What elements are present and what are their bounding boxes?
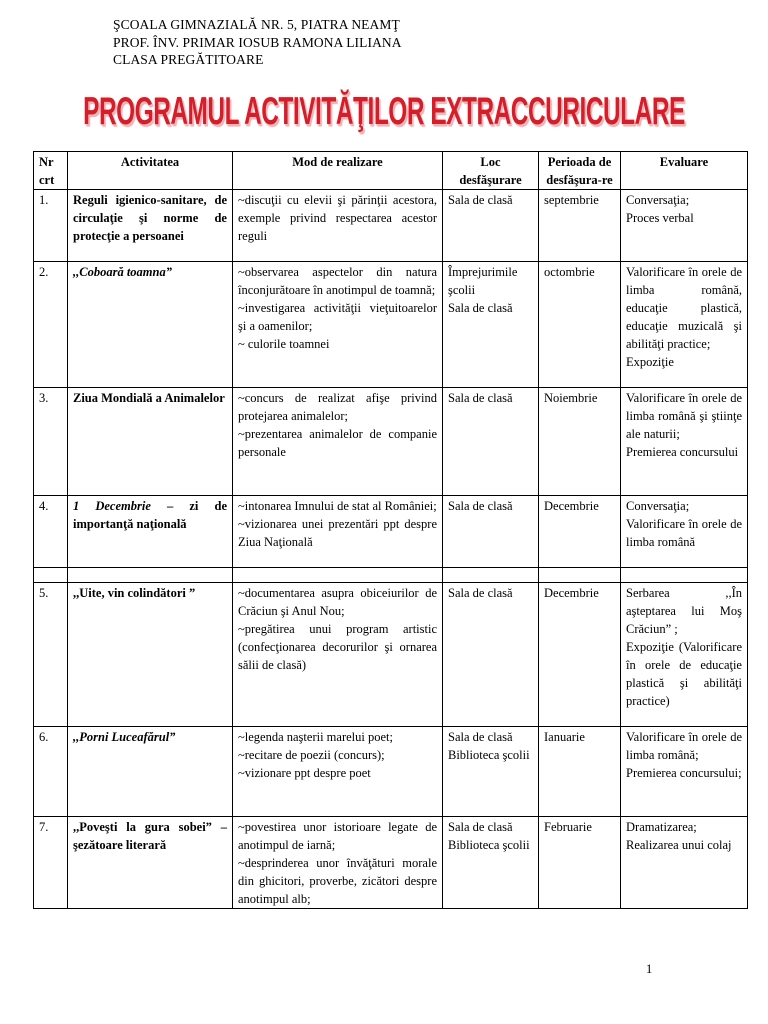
- header-evaluation: Evaluare: [621, 152, 748, 190]
- empty-cell: [539, 568, 621, 583]
- activity-italic-date: 1 Decembrie: [73, 499, 151, 513]
- row-activity: Reguli igienico-sanitare, de circulaţie şi norme de protecţie a persoanei: [68, 190, 233, 262]
- row-location: Sala de clasă: [443, 388, 539, 496]
- row-period: septembrie: [539, 190, 621, 262]
- row-nr: 2.: [34, 262, 68, 388]
- teacher-name: PROF. ÎNV. PRIMAR IOSUB RAMONA LILIANA: [113, 34, 402, 50]
- table-row: [34, 388, 748, 496]
- row-activity: ,,Poveşti la gura sobei” – şezătoare literară: [68, 817, 233, 909]
- row-evaluation: Valorificare în orele de limba română, educaţie plastică, educaţie muzicală şi abilităţi practice; Expoziţie: [621, 262, 748, 388]
- table-row: [34, 583, 748, 727]
- document-title: PROGRAMUL ACTIVITĂŢILOR EXTRACCURICULARE: [83, 90, 685, 134]
- activity-italic-title: ,,Coboară toamna”: [73, 265, 172, 279]
- row-activity: ,,Uite, vin colindători ”: [68, 583, 233, 727]
- row-nr: 4.: [34, 496, 68, 568]
- empty-cell: [233, 568, 443, 583]
- row-nr: 5.: [34, 583, 68, 727]
- row-activity: [68, 727, 233, 817]
- row-location: Sala de clasă: [443, 496, 539, 568]
- row-evaluation: Valorificare în orele de limba română şi ştiinţe ale naturii; Premierea concursului: [621, 388, 748, 496]
- row-activity: [68, 262, 233, 388]
- row-evaluation: Conversaţia; Valorificare în orele de limba română: [621, 496, 748, 568]
- row-nr: 1.: [34, 190, 68, 262]
- row-method: ~intonarea Imnului de stat al României; ~vizionarea unei prezentări ppt despre Ziua Naţională: [233, 496, 443, 568]
- row-location: Împrejurimile şcolii Sala de clasă: [443, 262, 539, 388]
- header-method: Mod de realizare: [233, 152, 443, 190]
- row-location: Sala de clasă Biblioteca şcolii: [443, 727, 539, 817]
- row-period: Februarie: [539, 817, 621, 909]
- row-method: ~documentarea asupra obiceiurilor de Crăciun şi Anul Nou; ~pregătirea unui program artistic (confecţionarea decorurilor şi ornarea sălii de clasă): [233, 583, 443, 727]
- row-location: Sala de clasă: [443, 190, 539, 262]
- row-method: ~observarea aspectelor din natura înconjurătoare în anotimpul de toamnă; ~investigarea activităţii vieţuitoarelor şi a oamenilor; ~ culorile toamnei: [233, 262, 443, 388]
- row-activity: [68, 496, 233, 568]
- empty-row: [34, 568, 748, 583]
- row-period: Noiembrie: [539, 388, 621, 496]
- activity-italic-title: ,,Porni Luceafărul”: [73, 730, 176, 744]
- table-row: [34, 190, 748, 262]
- empty-cell: [621, 568, 748, 583]
- table-header-row: [34, 152, 748, 190]
- row-evaluation: Serbarea ,,În aşteptarea lui Moş Crăciun” ; Expoziţie (Valorificare în orele de educaţie plastică şi abilităţi practice): [621, 583, 748, 727]
- row-evaluation: Conversaţia; Proces verbal: [621, 190, 748, 262]
- row-period: Decembrie: [539, 496, 621, 568]
- table-row: [34, 727, 748, 817]
- row-period: Ianuarie: [539, 727, 621, 817]
- empty-cell: [68, 568, 233, 583]
- table-row: [34, 262, 748, 388]
- row-method: ~concurs de realizat afişe privind protejarea animalelor; ~prezentarea animalelor de companie personale: [233, 388, 443, 496]
- empty-cell: [34, 568, 68, 583]
- row-evaluation: Dramatizarea; Realizarea unui colaj: [621, 817, 748, 909]
- header-location: Loc desfăşurare: [443, 152, 539, 190]
- header-activity: Activitatea: [68, 152, 233, 190]
- document-header: [113, 16, 402, 69]
- row-period: Decembrie: [539, 583, 621, 727]
- header-period: Perioada de desfăşura-re: [539, 152, 621, 190]
- row-location: Sala de clasă Biblioteca şcolii: [443, 817, 539, 909]
- activities-table: [33, 151, 748, 909]
- header-nr: Nr crt: [34, 152, 68, 190]
- row-method: ~povestirea unor istorioare legate de anotimpul de iarnă; ~desprinderea unor învăţături morale din ghicitori, proverbe, zicători despre anotimpul alb;: [233, 817, 443, 909]
- class-name: CLASA PREGĂTITOARE: [113, 52, 264, 67]
- row-location: Sala de clasă: [443, 583, 539, 727]
- row-activity: Ziua Mondială a Animalelor: [68, 388, 233, 496]
- row-nr: 7.: [34, 817, 68, 909]
- row-method: ~legenda naşterii marelui poet; ~recitare de poezii (concurs); ~vizionare ppt despre poet: [233, 727, 443, 817]
- row-nr: 3.: [34, 388, 68, 496]
- row-period: octombrie: [539, 262, 621, 388]
- empty-cell: [443, 568, 539, 583]
- row-evaluation: Valorificare în orele de limba română; Premierea concursului;: [621, 727, 748, 817]
- table-row: [34, 496, 748, 568]
- table-row: [34, 817, 748, 909]
- row-method: ~discuţii cu elevii şi părinţii acestora, exemple privind respectarea acestor reguli: [233, 190, 443, 262]
- row-nr: 6.: [34, 727, 68, 817]
- activity-rest: – zi de importanţă naţională: [73, 499, 227, 531]
- page-number: 1: [646, 962, 653, 976]
- school-name: ŞCOALA GIMNAZIALĂ NR. 5, PIATRA NEAMŢ: [113, 17, 400, 32]
